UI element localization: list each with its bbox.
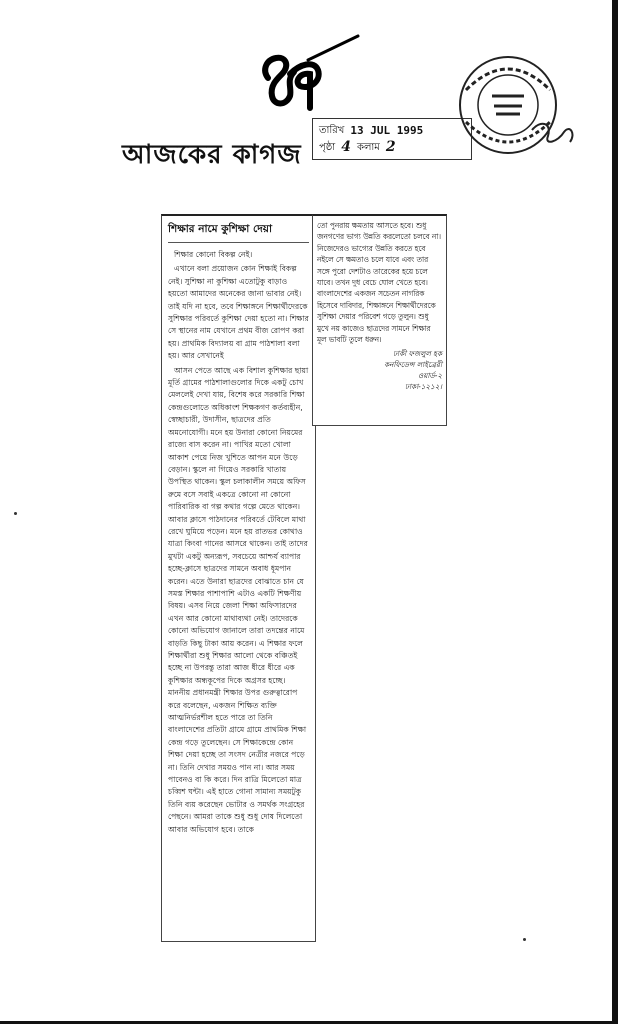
page-label: পৃষ্ঠা: [319, 142, 336, 153]
article-paragraph: আসন পেতে আছে এক বিশাল কুশিক্ষার ছায়া মূর্তি গ্রামের পাঠশালাগুলোর দিকে একটু চোখ মেললেই দেখা যায়, বিশেষ করে সরকারি শিক্ষা কেন্দ্রগুলোতে অধিকাংশ শিক্ষকগণ কর্তব্যহীন, স্বেচ্ছাচারী, উদাসীন, ছাত্রদের প্রতি অমনোযোগী। মনে হয় উনারা কোনো নিয়মের রাজ্যে বাস করেন না। পাখির মতো খোলা আকাশ পেয়ে নিজ খুশিতে আপন মনে উড়ে বেড়ান। স্কুলে না গিয়েও সরকারি খাতায় উপস্থিত থাকেন। স্কুল চলাকালীন সময়ে অফিস রুমে বসে সবাই একত্রে কোনো না কোনো পারিবারিক বা গল্প কথার গল্পে মেতে থাকেন। আবার ক্লাসে পাঠদানের পরিবর্তে টেবিলে মাথা রেখে ঘুমিয়ে পড়েন। মনে হয় রাতভর কোথাও যাত্রা কিংবা গানের আসরে থাকেন। তাই তাদের মুখটা একটু অন্যরূপ, সবচেয়ে আশ্চর্য ব্যাপার হচ্ছে-ক্লাসে ছাত্রদের সামনে অবাধ ধূমপান করেন। এতে উনারা ছাত্রদের বোঝাতে চান যে সমস্ত শিক্ষার পাশাপাশি এটাও একটি শিক্ষণীয় বিষয়। এসব নিয়ে জেলা শিক্ষা অফিসারদের এখন আর কোনো মাথাব্যথা নেই। তাদেরকে কোনো অভিযোগ জানালে তারা তদন্তের নামে বাড়তি কিছু টাকা আয় করেন। এ শিক্ষার ফলে শিক্ষার্থীরা শুধু শিক্ষার আলো থেকে বঞ্চিতই হচ্ছে না উপরন্তু তারা আজ ধীরে ধীরে এক কুশিক্ষার অন্ধকূপের দিকে অগ্রসর হচ্ছে। মাননীয় প্রধানমন্ত্রী শিক্ষার উপর গুরুত্বারোপ করে বলেছেন, একজন শিক্ষিত ব্যক্তি আত্মনির্ভরশীল হতে পারে তা তিনি বাংলাদেশের প্রতিটা গ্রামে গ্রামে প্রাথমিক শিক্ষা কেন্দ্র গড়ে তুলেছেন। সে শিক্ষাকেন্দ্রে কোন শিক্ষা দেয়া হচ্ছে তা সংসদ নেত্রীর নজরে পড়ে না। তিনি দেখার সময়ও পান না। আর সময় পাবেনও বা কি করে। দিন রাত্রি মিলেতো মাত্র চব্বিশ ঘন্টা। এই হাতে গোনা সামান্য সময়টুকু তিনি ব্যয় করেছেন ভোটার ও সমর্থক সংগ্রহের পেছনে। আমরা তাকে শুধু শুধু দোষ দিলেতো আবার অভিযোগ হবে। তাকে: [168, 365, 309, 834]
article-column-2: [312, 214, 447, 426]
article-body-col2: তো পুনরায় ক্ষমতায় আসতে হবে। শুধু জনগণের ভাগ্য উন্নতি করলেতো চলবে না। নিজেদেরও ভাগ্যের উন্নতি করতে হবে নইলে সে ক্ষমতাও চলে যাবে এবং তার সঙ্গে পুরো দেশটাও তারেকের হয়ে চলে যাবে। তখন দুধ বেচে ঘোল খেতে হবে। বাংলাদেশের একজন সচেতন নাগরিক হিসেবে দাবিদার, শিক্ষাঙ্গনে শিক্ষার্থীদেরকে সুশিক্ষা দেয়ার পরিবেশ গড়ে তুলুন। শুধু মুখে নয় কাজেও ছাত্রদের সামনে শিক্ষার মূল ভাবটি তুলে ধরুন।: [317, 221, 441, 345]
article-column-1: [161, 214, 316, 942]
page-value: 4: [341, 139, 351, 155]
article-body-col1: [168, 249, 309, 836]
date-value: 13 JUL 1995: [350, 124, 424, 137]
article-headline: শিক্ষার নামে কুশিক্ষা দেয়া: [168, 222, 309, 243]
newspaper-masthead: আজকের কাগজ: [122, 140, 302, 170]
byline-line-3: ওয়ার্ড-২: [417, 371, 442, 381]
date-label: তারিখ: [319, 125, 345, 136]
article-byline: [317, 348, 442, 392]
byline-author: ঢাকী ফজলুল হক: [392, 349, 442, 359]
page-edge-right: [612, 0, 618, 1024]
byline-line-4: ঢাকা-১২১২।: [404, 382, 442, 392]
scan-speck: [523, 938, 526, 941]
article-paragraph: শিক্ষার কোনো বিকল্প নেই।: [174, 250, 253, 259]
article-paragraph: এখানে বলা প্রয়োজন কোন শিক্ষাই বিকল্প নেই। সুশিক্ষা না কুশিক্ষা এতোটুকু বাড়াও হয়তো আমাদের অনেকের জানা ভাবার নেই। তাই যদি না হবে, তবে শিক্ষাঙ্গনে শিক্ষার্থীদেরকে সুশিক্ষার পরিবর্তে কুশিক্ষা দেয়া হতো না। শিক্ষার সে স্থানের নাম যেখানে প্রথম বীজ রোপণ করা হয়। প্রাথমিক বিদ্যালয় বা গ্রাম পাঠশালা বলা হয়। আর সেখানেই: [168, 264, 309, 361]
column-label: কলাম: [356, 142, 380, 153]
byline-line-2: কনফিডেন্স লাইব্রেরী: [384, 360, 442, 370]
column-value: 2: [385, 139, 396, 155]
handwritten-signature-mark: [230, 30, 370, 125]
archive-seal-stamp: [436, 50, 586, 165]
scan-speck: [14, 512, 17, 515]
